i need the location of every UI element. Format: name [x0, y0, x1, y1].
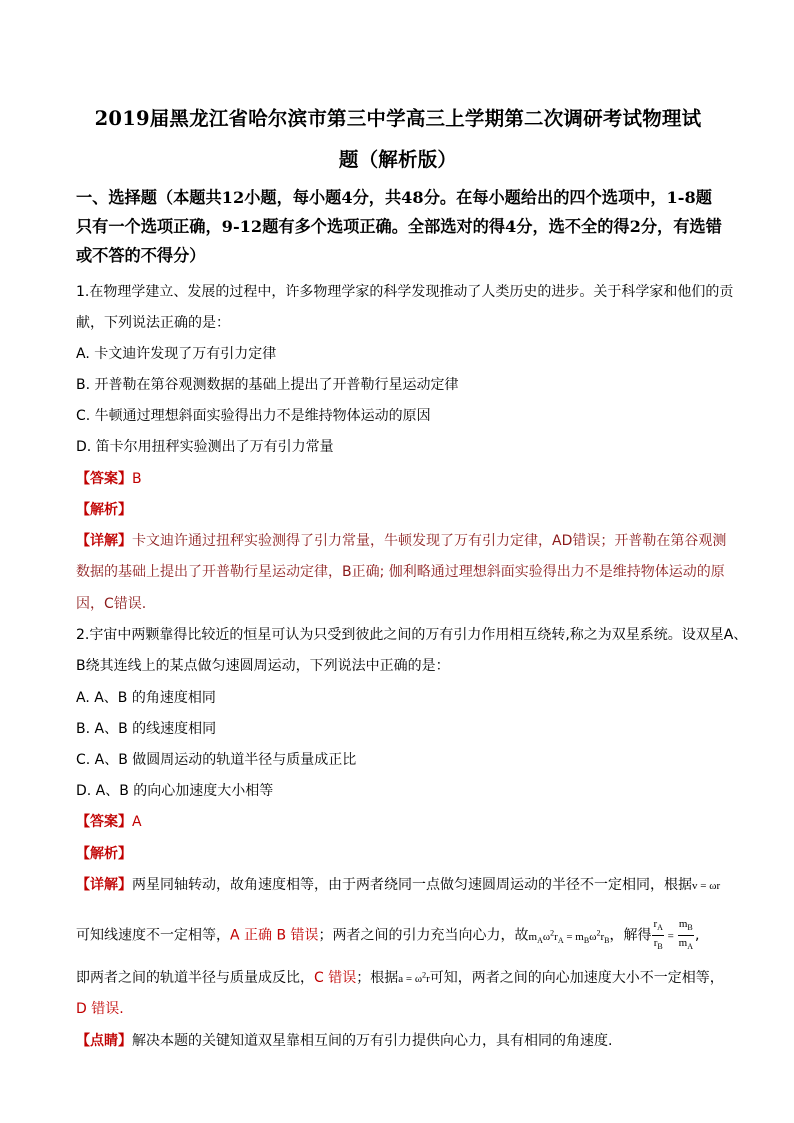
detail-tag: 【详解】	[76, 877, 132, 893]
q1-detail-line1	[76, 530, 726, 550]
q2-detail-line3	[76, 967, 724, 987]
judgement-text: C 错误	[314, 970, 357, 986]
detail-text: 卡文迪许通过扭秤实验测得了引力常量，牛顿发现了万有引力定律，AD错误；开普勒在第谷观测	[132, 533, 727, 549]
formula-a-omega2-r: $a = \omega^2r$	[398, 970, 430, 985]
q1-detail-line2: 数据的基础上提出了开普勒行星运动定律，B正确; 伽利略通过理想斜面实验得出力不是维持物体运动的原	[76, 564, 725, 580]
q1-detail-line3: 因，C错误.	[76, 596, 147, 612]
analysis-tag: 【解析】	[76, 502, 132, 518]
q1-option-b: B. 开普勒在第谷观测数据的基础上提出了开普勒行星运动定律	[76, 377, 459, 393]
q2-option-c: C. A、B 做圆周运动的轨道半径与质量成正比	[76, 752, 357, 768]
q1-stem-line2: 献，下列说法正确的是：	[76, 315, 230, 331]
q1-option-d: D. 笛卡尔用扭秤实验测出了万有引力常量	[76, 439, 334, 455]
detail-text: ，解得	[609, 927, 652, 944]
answer-value: B	[132, 471, 142, 487]
formula-force-balance: $m_A\omega^2r_A = m_B\omega^2r_B$	[528, 928, 610, 945]
answer-tag: 【答案】	[76, 471, 132, 487]
analysis-tag: 【解析】	[76, 846, 132, 862]
formula-v-omega-r: v = ωr	[692, 880, 721, 892]
detail-text: ；两者之间的引力充当向心力，故	[318, 927, 529, 944]
formula-ratio-r: $\frac{r_A}{r_B}$	[653, 918, 663, 952]
q2-detail-line1	[76, 874, 720, 894]
q2-option-a: A. A、B 的角速度相同	[76, 690, 216, 706]
q2-stem-line2: B绕其连线上的某点做匀速圆周运动，下列说法中正确的是：	[76, 658, 450, 674]
formula-ratio-m: $\frac{m_B}{m_A}$	[678, 918, 693, 952]
detail-text: ；根据	[356, 970, 399, 986]
q2-option-d: D. A、B 的向心加速度大小相等	[76, 783, 274, 799]
point-text: 解决本题的关键知道双星靠相互间的万有引力提供向心力，具有相同的角速度.	[132, 1033, 613, 1049]
q1-answer	[76, 468, 142, 488]
q2-analysis-tag	[76, 843, 132, 863]
q1-analysis-tag	[76, 499, 132, 519]
q1-option-a: A. 卡文迪许发现了万有引力定律	[76, 346, 277, 362]
section-heading: 一、选择题（本题共12小题，每小题4分，共48分。在每小题给出的四个选项中，1-8题只有一个选项正确，9-12题有多个选项正确。全部选对的得4分，选不全的得2分，有选错或不答的不得分）	[76, 188, 722, 265]
document-title-line1: 2019届黑龙江省哈尔滨市第三中学高三上学期第二次调研考试物理试	[94, 107, 702, 130]
q2-option-b: B. A、B 的线速度相同	[76, 721, 217, 737]
q2-detail-line4: D 错误.	[76, 1001, 124, 1017]
answer-tag: 【答案】	[76, 814, 132, 830]
q2-detail-line2: 可知线速度不一定相等，A 正确 B 错误；两者之间的引力充当向心力，故$m_A\omega^2r_A = m_B\omega^2r_B$，解得 $\frac{r_A}{r_B}$ = $\frac{m_B}{m_A}$ ,	[76, 917, 699, 954]
q1-option-c: C. 牛顿通过理想斜面实验得出力不是维持物体运动的原因	[76, 408, 431, 424]
point-tag: 【点睛】	[76, 1033, 132, 1049]
detail-text: 即两者之间的轨道半径与质量成反比，	[76, 970, 314, 986]
q1-stem-line1: 1.在物理学建立、发展的过程中，许多物理学家的科学发现推动了人类历史的进步。关于科学家和他们的贡	[76, 284, 734, 300]
detail-tag: 【详解】	[76, 533, 132, 549]
detail-text: 可知线速度不一定相等，	[76, 927, 230, 944]
document-title-line2: 题（解析版）	[338, 148, 458, 171]
judgement-text: A 正确 B 错误	[230, 927, 319, 944]
q2-answer	[76, 811, 142, 831]
q2-stem-line1: 2.宇宙中两颗靠得比较近的恒星可认为只受到彼此之间的万有引力作用相互绕转,称之为双星系统。设双星A、	[76, 627, 748, 643]
answer-value: A	[132, 814, 142, 830]
detail-text: 可知，两者之间的向心加速度大小不一定相等，	[429, 970, 724, 986]
q2-point	[76, 1030, 612, 1050]
detail-text: 两星同轴转动，故角速度相等，由于两者绕同一点做匀速圆周运动的半径不一定相同，根据	[132, 877, 692, 893]
